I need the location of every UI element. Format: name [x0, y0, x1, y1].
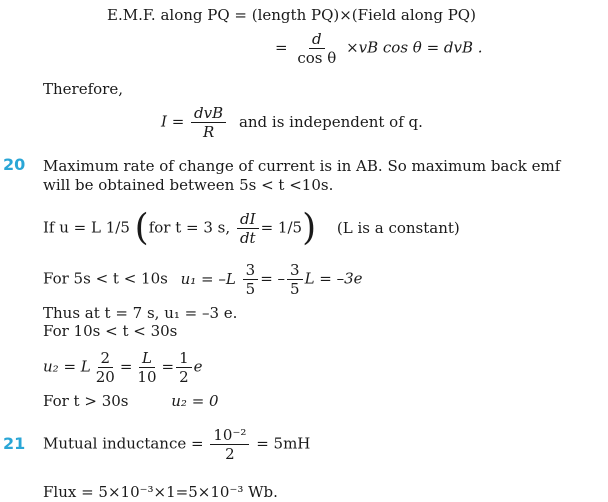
mutual-label: Mutual inductance — [43, 434, 187, 453]
for-10-30-line: For 10s < t < 30s — [43, 322, 178, 340]
mutual-fraction — [210, 426, 249, 463]
u1-num-2: 3 — [287, 261, 303, 280]
emf-fraction-numerator: d — [309, 30, 325, 49]
u2-num-1: 2 — [98, 349, 114, 368]
constant-note: (L is a constant) — [336, 218, 460, 237]
u2-fraction-2 — [134, 349, 159, 386]
u1-lhs: u₁ = –L — [180, 269, 236, 288]
flux-line: Flux = 5×10⁻³×1=5×10⁻³ Wb. — [43, 483, 278, 501]
emf-equation: = $\frac{d}{\text{cos θ}}$ ×vB cos θ = dvB . — [275, 30, 483, 67]
u1-den-2: 5 — [290, 280, 300, 298]
emf-fraction-denominator: cos θ — [297, 49, 337, 67]
mutual-numerator: 10⁻² — [210, 426, 249, 445]
u1-fraction-1 — [243, 261, 259, 298]
for-t30-text: For t > 30s — [43, 392, 129, 410]
u1-equation — [43, 261, 363, 298]
therefore-text: Therefore, — [43, 80, 123, 98]
if-u-equation: If u = L 1/5 (for t = 3 s, $\frac{dI}{dt}$ = 1/5) (L is a constant) — [43, 207, 460, 249]
current-fraction-denominator: R — [202, 123, 215, 141]
u2-num-2: L — [139, 349, 155, 368]
u2-fraction-3 — [176, 349, 192, 386]
for-t3-text: for t = 3 s, — [148, 218, 231, 237]
u2-zero: u₂ = 0 — [171, 392, 219, 410]
u2-lhs: u₂ = L — [43, 357, 91, 376]
u1-mid: = – — [260, 269, 286, 288]
u1-num-1: 3 — [243, 261, 259, 280]
current-fraction — [191, 104, 226, 141]
emf-fraction — [294, 30, 339, 67]
q20-line-2: will be obtained between 5s < t <10s. — [43, 176, 334, 194]
mutual-value: = 5mH — [256, 434, 311, 453]
question-number-20: 20 — [3, 155, 26, 174]
u1-den-1: 5 — [245, 280, 256, 298]
didt-fraction — [237, 210, 259, 247]
u2-num-3: 1 — [176, 349, 192, 368]
didt-value: = 1/5 — [260, 218, 303, 237]
thus-t7-line: Thus at t = 7 s, u₁ = –3 e. — [43, 304, 238, 322]
u1-fraction-2 — [287, 261, 303, 298]
mutual-denominator: 2 — [225, 445, 235, 463]
question-number-21: 21 — [3, 434, 26, 453]
u2-equation: u₂ = L $\frac{2}{20}$ = $\frac{L}{10}$ = $\frac{1}{2}$ e — [43, 349, 203, 386]
u2-den-1: 20 — [95, 368, 115, 386]
current-equation — [161, 104, 423, 141]
for-t30-line — [43, 392, 219, 410]
u2-end: e — [193, 357, 203, 376]
independent-text: and is independent of q. — [238, 112, 423, 131]
if-u-text: If u = L 1/5 — [43, 218, 130, 237]
current-fraction-numerator: dvB — [191, 104, 226, 123]
current-lhs: I = — [161, 112, 185, 131]
mutual-inductance-equation: Mutual inductance = $\frac{\text{10⁻²}}{2}$ = 5mH — [43, 426, 311, 463]
u1-end: L = –3e — [304, 269, 363, 288]
u2-den-3: 2 — [179, 368, 189, 386]
u2-den-2: 10 — [137, 368, 157, 386]
emf-equation-rest: ×vB cos θ = dvB . — [346, 38, 483, 57]
didt-numerator: dI — [237, 210, 259, 229]
q20-line-1: Maximum rate of change of current is in AB. So maximum back emf — [43, 157, 561, 175]
didt-denominator: dt — [239, 229, 256, 247]
u2-fraction-1 — [93, 349, 118, 386]
for-5-10-text: For 5s < t < 10s — [43, 269, 168, 288]
emf-definition-line: E.M.F. along PQ = (length PQ)×(Field along PQ) — [107, 6, 476, 24]
